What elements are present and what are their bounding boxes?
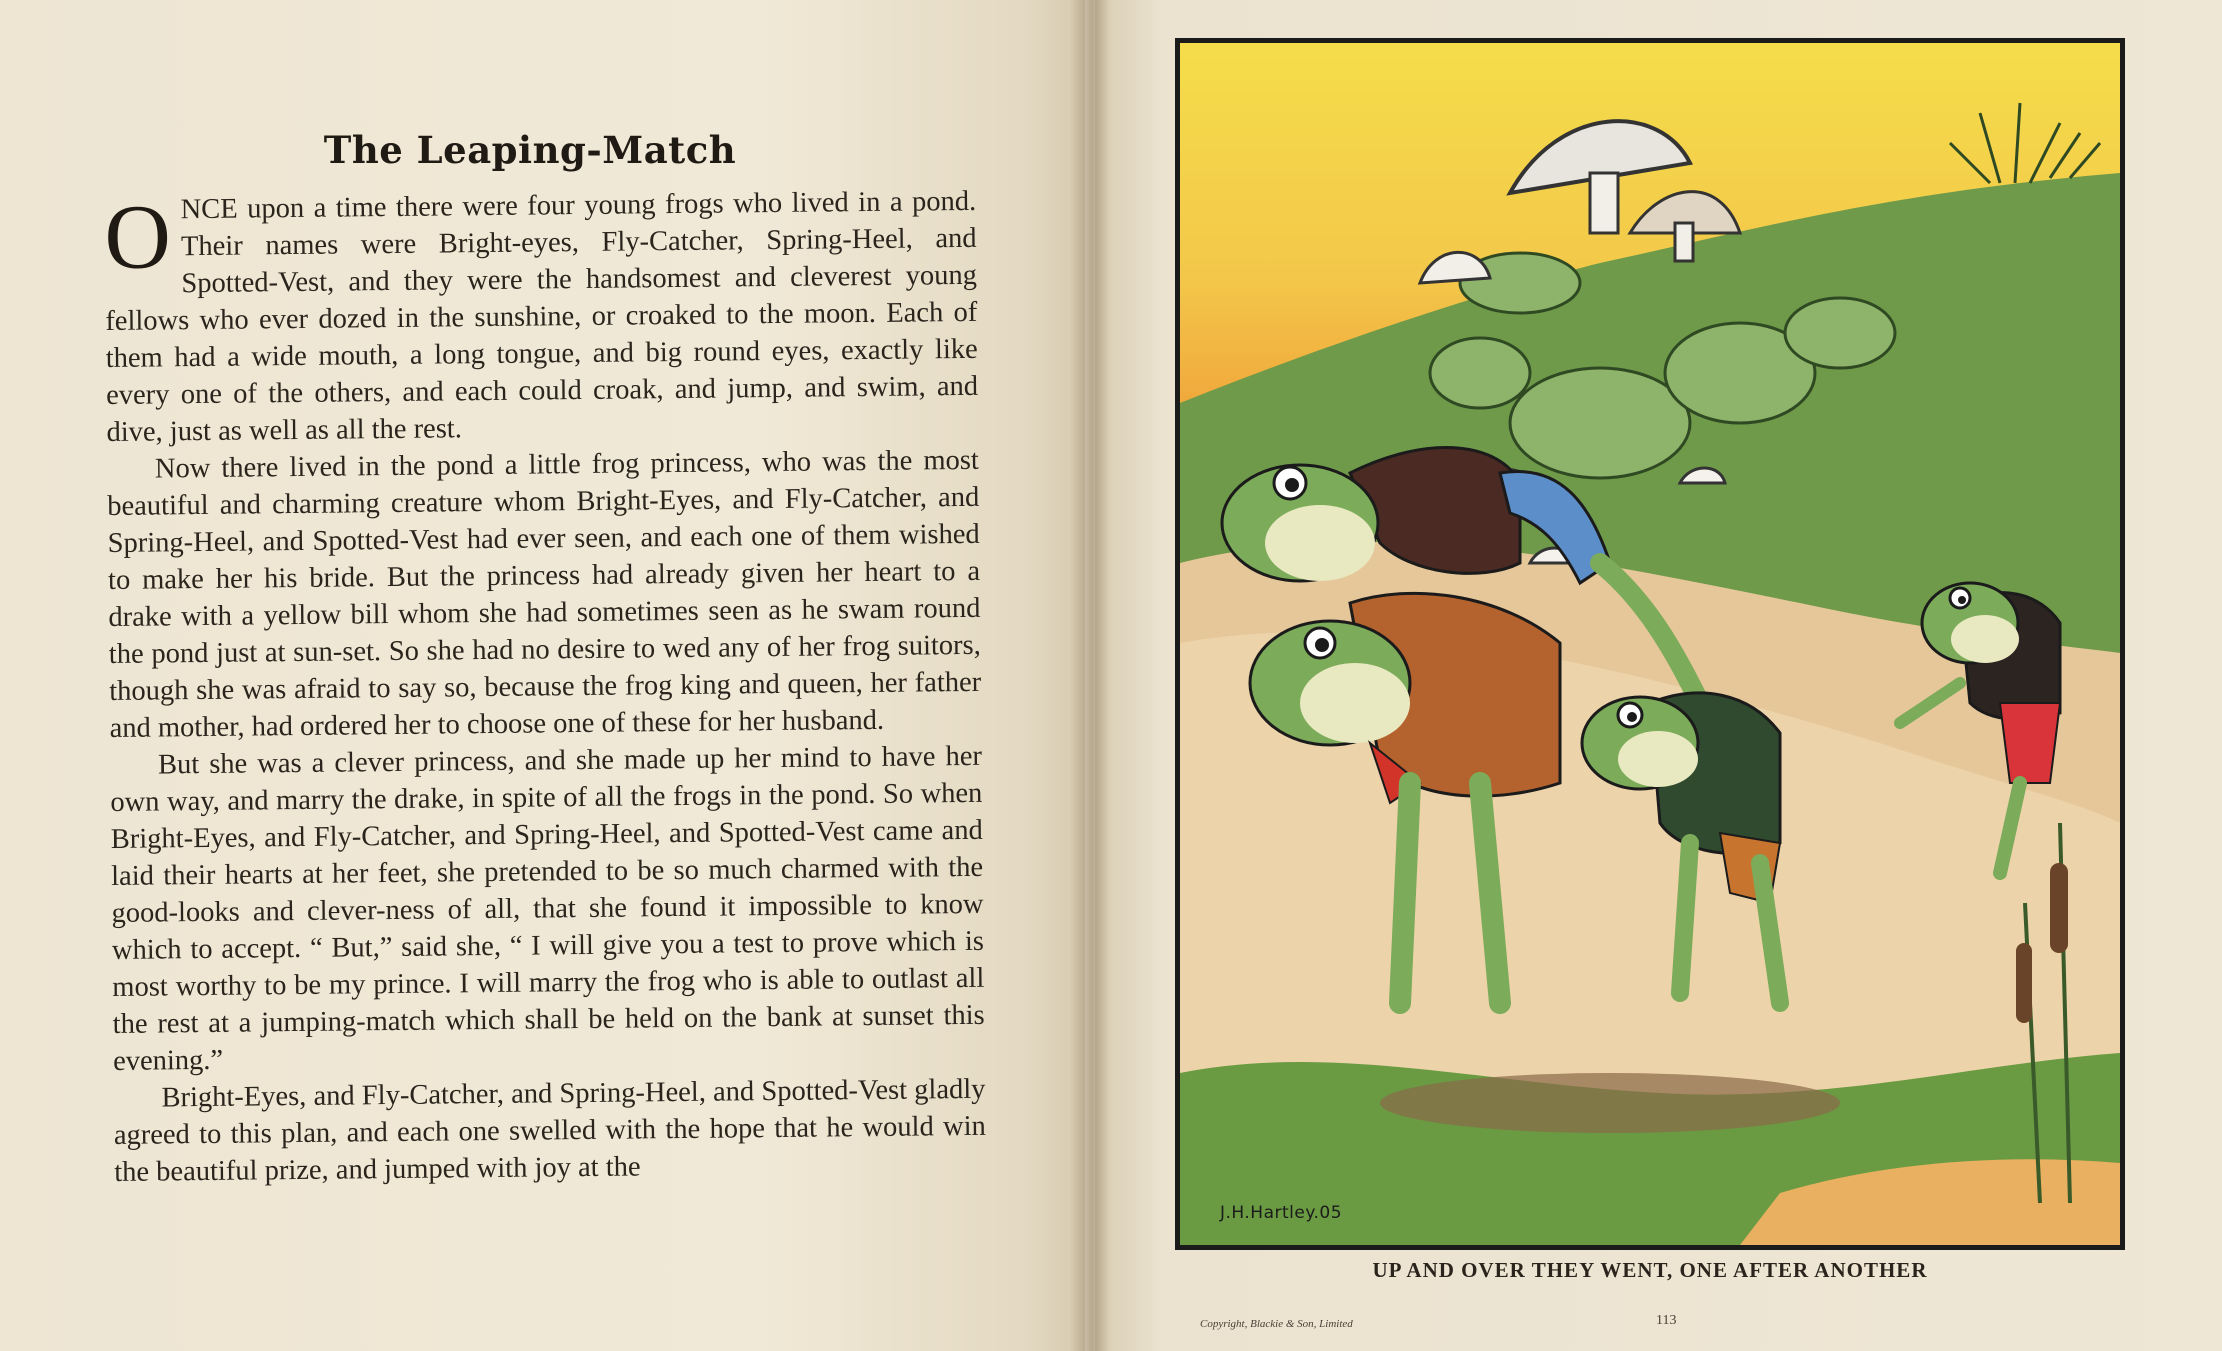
artist-signature: J.H.Hartley.05: [1220, 1203, 1343, 1223]
paragraph-1-text: NCE upon a time there were four young frogs who lived in a pond. Their names were Bright-eyes, Fly-Catcher, Spring-Heel, and Spotted-Vest, and they were the handsomest and cleverest young fellows who ever dozed in the sunshine, or croaked to the moon. Each of them had a wide mouth, a long tongue, and big round eyes, exactly like every one of the others, and each could croak, and jump, and swim, and dive, just as well as all the rest.: [105, 185, 979, 448]
puddle: [1380, 1073, 1840, 1133]
illustration-plate: [1175, 38, 2125, 1250]
story-text: [104, 183, 986, 1191]
paragraph-4: Bright-Eyes, and Fly-Catcher, and Spring-Heel, and Spotted-Vest gladly agreed to this plan, and each one swelled with the hope that he would win the beautiful prize, and jumped with joy at the: [113, 1073, 986, 1188]
frogs-leapfrog-illustration: [1180, 43, 2120, 1245]
story-title: The Leaping-Match: [323, 128, 737, 172]
drop-cap: O: [103, 185, 172, 288]
paragraph-3: But she was a clever princess, and she made up her mind to have her own way, and marry the drake, in spite of all the frogs in the pond. So when Bright-Eyes, and Fly-Catcher, and Spring-Heel, and Spotted-Vest came and laid their hearts at her feet, she pretended to be so much charmed with the good-looks and clever-ness of all, that she found it impossible to know which to accept. “ But,” said she, “ I will give you a test to prove which is most worthy to be my prince. I will marry the frog who is able to outlast all the rest at a jumping-match which shall be held on the bank at sunset this evening.”: [110, 740, 985, 1077]
left-page: [0, 0, 1085, 1351]
page-number: 113: [1656, 1313, 1677, 1328]
paragraph-1: [104, 183, 979, 451]
copyright-notice: Copyright, Blackie & Son, Limited: [1200, 1318, 1353, 1330]
illustration-caption: UP AND OVER THEY WENT, ONE AFTER ANOTHER: [1372, 1258, 1928, 1282]
paragraph-2: Now there lived in the pond a little frog princess, who was the most beautiful and charming creature whom Bright-Eyes, and Fly-Catcher, and Spring-Heel, and Spotted-Vest had ever seen, and each one of them wished to make her his bride. But the princess had already given her heart to a drake with a yellow bill whom she had sometimes seen as he swam round the pond just at sun-set. So she had no desire to wed any of her frog suitors, though she was afraid to say so, because the frog king and queen, her father and mother, had ordered her to choose one of these for her husband.: [107, 444, 982, 744]
book-gutter: [1070, 0, 1110, 1351]
